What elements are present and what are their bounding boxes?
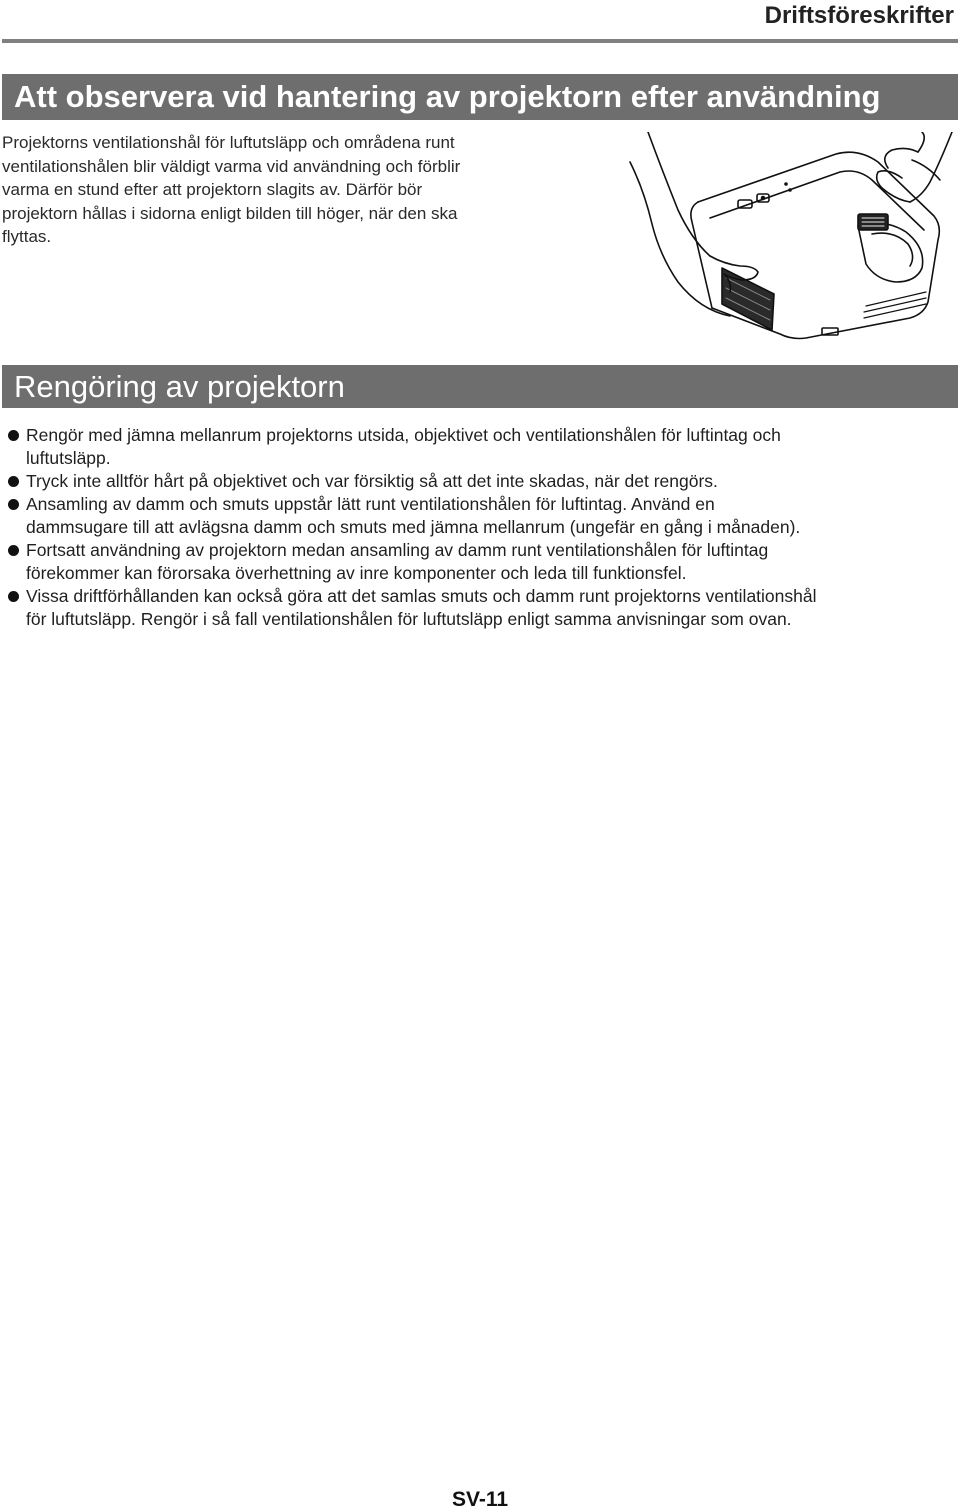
handling-paragraph bbox=[2, 131, 602, 249]
bullet-dot-icon bbox=[8, 499, 19, 510]
list-item-line: Tryck inte alltför hårt på objektivet och var försiktig så att det inte skadas, när det rengörs. bbox=[26, 471, 718, 491]
section-heading-handling: Att observera vid hantering av projektorn efter användning bbox=[2, 74, 958, 120]
list-item-line: Fortsatt användning av projektorn medan ansamling av damm runt ventilationshålen för luftintag bbox=[26, 540, 769, 560]
paragraph-line: projektorn hållas i sidorna enligt bilden till höger, när den ska bbox=[2, 203, 458, 223]
paragraph-line: flyttas. bbox=[2, 227, 52, 246]
list-item-line: Rengör med jämna mellanrum projektorns utsida, objektivet och ventilationshålen för luftintag och bbox=[26, 425, 781, 445]
list-item bbox=[8, 539, 956, 585]
list-item bbox=[8, 470, 956, 493]
bullet-dot-icon bbox=[8, 476, 19, 487]
paragraph-line: Projektorns ventilationshål för luftutsläpp och områdena runt bbox=[2, 133, 455, 152]
running-header-title: Driftsföreskrifter bbox=[764, 2, 954, 29]
bullet-dot-icon bbox=[8, 430, 19, 441]
paragraph-line: ventilationshålen blir väldigt varma vid användning och förblir bbox=[2, 156, 461, 176]
list-item-line: Vissa driftförhållanden kan också göra att det samlas smuts och damm runt projektorns ventilationshål bbox=[26, 586, 817, 606]
header-rule bbox=[2, 39, 958, 43]
cleaning-instructions-list bbox=[8, 424, 956, 631]
hands-holding-projector-illustration bbox=[626, 132, 956, 356]
list-item-line: dammsugare till att avlägsna damm och smuts med jämna mellanrum (ungefär en gång i månaden). bbox=[26, 517, 801, 537]
list-item bbox=[8, 424, 956, 470]
list-item-line: för luftutsläpp. Rengör i så fall ventilationshålen för luftutsläpp enligt samma anvisningar som ovan. bbox=[26, 609, 792, 629]
section-heading-cleaning: Rengöring av projektorn bbox=[2, 365, 958, 408]
paragraph-line: varma en stund efter att projektorn slagits av. Därför bör bbox=[2, 180, 423, 199]
list-item bbox=[8, 585, 956, 631]
list-item-line: luftutsläpp. bbox=[26, 448, 111, 468]
list-item-line: förekommer kan förorsaka överhettning av inre komponenter och leda till funktionsfel. bbox=[26, 563, 687, 583]
bullet-dot-icon bbox=[8, 545, 19, 556]
list-item bbox=[8, 493, 956, 539]
list-item-line: Ansamling av damm och smuts uppstår lätt runt ventilationshålen för luftintag. Använd en bbox=[26, 494, 715, 514]
bullet-dot-icon bbox=[8, 591, 19, 602]
page-number: SV-11 bbox=[451, 1488, 509, 1511]
